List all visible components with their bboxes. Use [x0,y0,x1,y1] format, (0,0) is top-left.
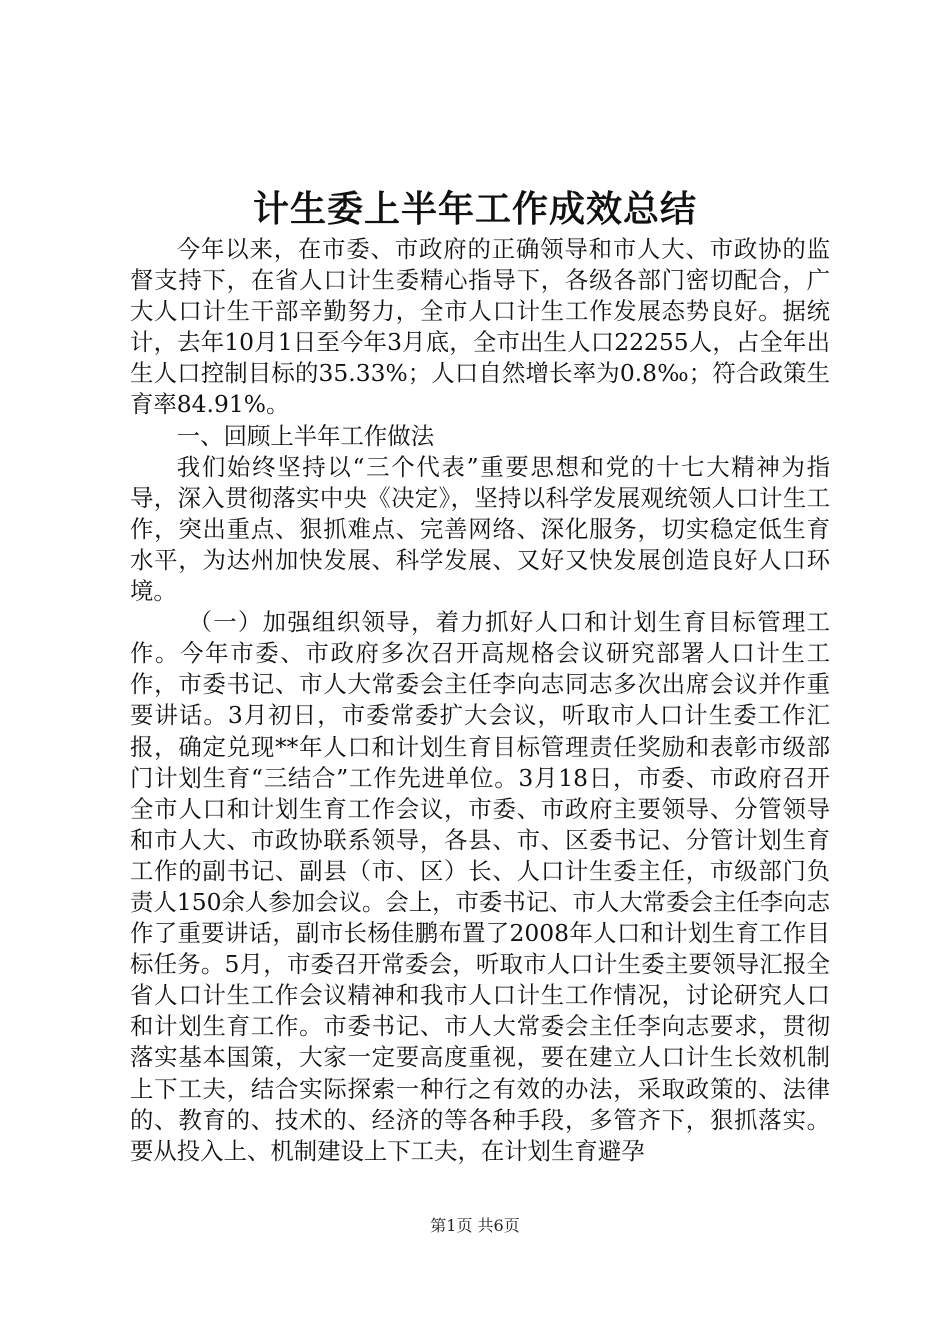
paragraph-guiding-principle: 我们始终坚持以“三个代表”重要思想和党的十七大精神为指导，深入贯彻落实中央《决定》，坚持以科学发展观统领人口计生工作，突出重点、狠抓难点、完善网络、深化服务，切实稳定低生育水平，为达州加快发展、科学发展、又好又快发展创造良好人口环境。 [130,452,830,606]
document-title: 计生委上半年工作成效总结 [252,188,697,230]
paragraph-organization-leadership: （一）加强组织领导，着力抓好人口和计划生育目标管理工作。今年市委、市政府多次召开高规格会议研究部署人口计生工作，市委书记、市人大常委会主任李向志同志多次出席会议并作重要讲话。3月初日，市委常委扩大会议，听取市人口计生委工作汇报，确定兑现**年人口和计划生育目标管理责任奖励和表彰市级部门计划生育“三结合”工作先进单位。3月18日，市委、市政府召开全市人口和计划生育工作会议，市委、市政府主要领导、分管领导和市人大、市政协联系领导，各县、市、区委书记、分管计划生育工作的副书记、副县（市、区）长、人口计生委主任，市级部门负责人150余人参加会议。会上，市委书记、市人大常委会主任李向志作了重要讲话，副市长杨佳鹏布置了2008年人口和计划生育工作目标任务。5月，市委召开常委会，听取市人口计生委主要领导汇报全省人口计生工作会议精神和我市人口计生工作情况，讨论研究人口和计划生育工作。市委书记、市人大常委会主任李向志要求，贯彻落实基本国策，大家一定要高度重视，要在建立人口计生长效机制上下工夫，结合实际探索一种行之有效的办法，采取政策的、法律的、教育的、技术的、经济的等各种手段，多管齐下，狠抓落实。要从投入上、机制建设上下工夫，在计划生育避孕 [130,608,830,1165]
page-number: 第1页 共6页 [430,1216,520,1235]
document-body [130,234,830,1167]
paragraph-intro: 今年以来，在市委、市政府的正确领导和市人大、市政协的监督支持下，在省人口计生委精心指导下，各级各部门密切配合，广大人口计生干部辛勤努力，全市人口计生工作发展态势良好。据统计，去年10月1日至今年3月底，全市出生人口22255人，占全年出生人口控制目标的35.33%；人口自然增长率为0.8‰；符合政策生育率84.91%。 [130,235,830,419]
section-heading-review: 一、回顾上半年工作做法 [176,421,435,450]
